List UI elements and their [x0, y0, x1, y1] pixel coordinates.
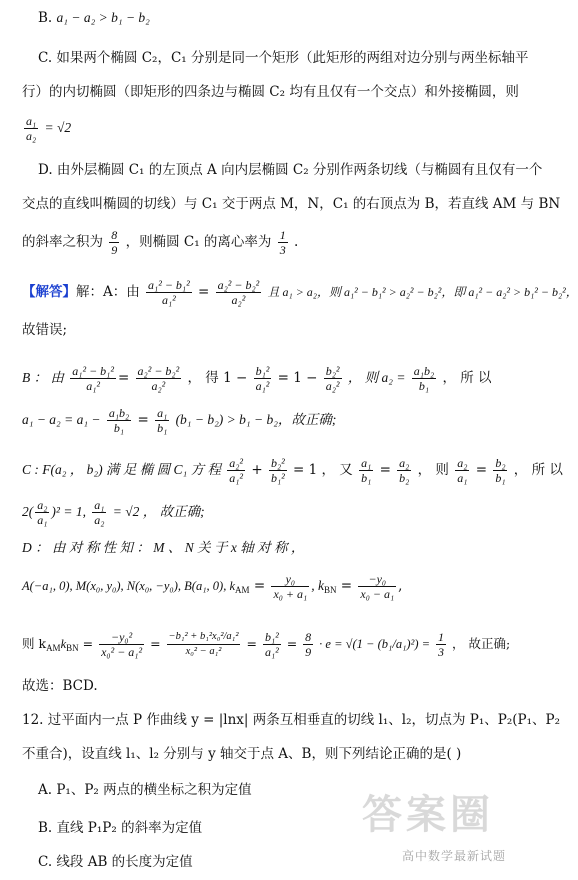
frac-num: b₁² — [264, 630, 279, 644]
subscript: BN — [323, 585, 337, 595]
text: ， 所 以 — [442, 370, 492, 386]
option-c-rhs: = √2 — [44, 120, 72, 135]
frac-num: a₂ — [399, 456, 410, 470]
frac-den: a₂² — [231, 293, 246, 307]
fraction — [303, 630, 313, 659]
watermark-caption: 高中数学最新试题 — [401, 849, 506, 863]
text: = — [82, 636, 94, 651]
frac-num: 8 — [111, 228, 118, 242]
frac-den: a₁² — [264, 645, 279, 659]
frac-num: a₁ — [157, 406, 168, 420]
fraction — [136, 364, 182, 393]
text: = 1 − — [277, 370, 318, 386]
frac-den: 9 — [305, 645, 312, 659]
text: (b₁ − b₂) > b₁ − b₂，故正确; — [175, 412, 337, 427]
option-b — [38, 8, 516, 28]
fraction — [167, 630, 241, 659]
solution-b: B ： 由 $\frac{\text{a₁² − b₁²}}{\text{a₁²}}$ = $\frac{\text{a₂² − b₂²}}{\text{a₂²}}$ ， 得 1 − $\frac{\text{b₁²}}{\text{a₁²}}$ = 1 − $\frac{\text{b₂²}}{\text{a₂²}}$ ， 则 a₂ = $\frac{\text{a₁b₂}}{\text{b₁}}$ ， 所 以 — [22, 364, 492, 393]
frac-den: a₁² — [255, 379, 270, 393]
frac-den: x₀ + a₁ — [273, 587, 308, 601]
text: ， 所 以 — [513, 462, 563, 478]
frac-num: a₁² − b₁² — [72, 364, 114, 378]
fraction — [324, 364, 342, 393]
fraction — [99, 630, 144, 659]
fraction — [227, 456, 245, 485]
frac-num: y₀ — [271, 572, 309, 587]
watermark — [352, 782, 522, 874]
option-d-line3 — [22, 228, 516, 257]
text: 2( — [22, 504, 34, 519]
solution-d-line3 — [22, 630, 516, 659]
text: = — [286, 636, 298, 651]
frac-den: 3 — [279, 243, 286, 257]
fraction — [146, 278, 192, 307]
frac-den: b₁ — [113, 421, 125, 435]
frac-num: −b₁² + b₁²x₀²/a₁² — [167, 630, 241, 645]
fraction — [493, 456, 507, 485]
text: C : F(a₂ ， b₂) 满 足 椭 圆 C₁ 方 程 — [22, 462, 221, 477]
frac-num: b₁² — [255, 364, 270, 378]
frac-num: a₁b₂ — [413, 364, 435, 378]
text: ， 故正确; — [452, 636, 511, 651]
fraction — [397, 456, 411, 485]
text: + — [251, 462, 263, 478]
option-c-line1: C. 如果两个椭圆 C₂，C₁ 分别是同一个矩形（此矩形的两组对边分别与两坐标轴平 — [38, 50, 529, 66]
text: A(−a₁, 0), M(x₀, y₀), N(x₀, −y₀), B(a₁, 0), k — [22, 579, 236, 593]
solution-c — [22, 456, 563, 485]
frac-num: −y₀ — [358, 572, 396, 587]
frac-den: x₀² − a₁² — [185, 646, 222, 657]
text: = — [150, 636, 161, 651]
text: ，则椭圆 C₁ 的离心率为 — [125, 234, 272, 250]
question-12-option-c: C. 线段 AB 的长度为定值 — [38, 854, 193, 870]
frac-num: 1 — [279, 228, 286, 242]
frac-den: a₁² — [161, 293, 176, 307]
frac-num: a₁ — [26, 114, 37, 128]
subscript: BN — [66, 643, 79, 653]
frac-num: b₂² — [325, 364, 340, 378]
frac-den: a₁² — [229, 471, 244, 485]
frac-num: a₁b₂ — [108, 406, 130, 420]
text: 且 a₁ > a₂，则 a₁² − b₁² > a₂² − b₂²，即 a₁² − a₂² > b₁² − b₂²， — [267, 285, 578, 299]
frac-den: a₁ — [37, 513, 48, 527]
frac-den: a₁² — [86, 379, 100, 393]
fraction — [254, 364, 272, 393]
frac-den: b₂ — [399, 471, 410, 485]
fraction — [278, 228, 288, 257]
frac-den: a₁ — [457, 471, 468, 485]
option-d-line2: 交点的直线叫椭圆的切线）与 C₁ 交于两点 M，N，C₁ 的右顶点为 B，若直线 AM 与 BN — [22, 196, 561, 212]
solution-a-conclusion: 故错误; — [22, 322, 68, 338]
fraction — [269, 456, 287, 485]
fraction — [70, 364, 116, 393]
option-d-line1: D. 由外层椭圆 C₁ 的左顶点 A 向内层椭圆 C₂ 分别作两条切线（与椭圆有且仅有一个 — [38, 162, 543, 178]
text: = — [340, 578, 353, 594]
fraction — [109, 228, 119, 257]
solution-d-line2 — [22, 572, 516, 601]
solution-b-line2 — [22, 406, 516, 435]
text: 的斜率之积为 — [22, 234, 103, 250]
text: 解：A：由 — [76, 284, 140, 300]
fraction — [412, 364, 436, 393]
option-c-line2: 行）的内切椭圆（即矩形的四条边与椭圆 C₂ 均有且仅有一个交点）和外接椭圆，则 — [22, 84, 519, 100]
frac-den: x₀ − a₁ — [360, 587, 395, 601]
frac-num: a₂² — [229, 456, 244, 470]
text: = — [137, 412, 149, 428]
frac-den: a₂² — [151, 379, 166, 393]
option-b-label: B. — [38, 10, 53, 26]
question-12-line1: 12. 过平面内一点 P 作曲线 y = |lnx| 两条互相垂直的切线 l₁、l₂，切点为 P₁、P₂(P₁、P₂ — [22, 712, 561, 728]
frac-den: a₂ — [26, 129, 37, 143]
subscript: AM — [235, 585, 250, 595]
option-b-expr: a₁ − a₂ > b₁ − b₂ — [56, 10, 150, 25]
question-12-option-b: B. 直线 P₁P₂ 的斜率为定值 — [38, 820, 203, 836]
text: = — [253, 578, 266, 594]
subscript: AM — [46, 643, 61, 653]
option-c-fraction — [24, 114, 38, 143]
text: B ： 由 — [22, 370, 64, 385]
solution-answer: 故选：BCD. — [22, 678, 98, 694]
frac-den: b₁ — [361, 471, 372, 485]
solution-c-line2 — [22, 498, 516, 527]
question-12-option-a: A. P₁、P₂ 两点的横坐标之积为定值 — [38, 782, 252, 798]
frac-num: b₂² — [270, 456, 285, 470]
fraction — [92, 498, 106, 527]
text: a₁ − a₂ = a₁ − — [22, 412, 101, 427]
frac-num: 1 — [438, 630, 445, 644]
text: = — [379, 462, 391, 478]
frac-num: a₂² − b₂² — [217, 278, 260, 292]
fraction — [271, 572, 309, 601]
text: k — [60, 637, 67, 651]
frac-den: b₁ — [157, 421, 168, 435]
text: , k — [311, 578, 324, 593]
frac-den: a₂ — [94, 513, 105, 527]
text: ， 则 — [417, 462, 449, 478]
text: , — [398, 578, 403, 594]
fraction — [358, 572, 396, 601]
text: ， 则 a₂ = — [347, 370, 406, 385]
frac-den: a₂² — [325, 379, 340, 393]
solution-d-line1: D ： 由 对 称 性 知 ： M 、 N 关 于 x 轴 对 称 ， — [22, 540, 305, 555]
text: = 1 ， 又 — [293, 462, 353, 478]
frac-den: b₁ — [418, 379, 430, 393]
option-c-formula — [22, 114, 516, 143]
solution-tag: 【解答】 — [22, 284, 76, 300]
frac-num: a₁ — [361, 456, 372, 470]
frac-num: a₁ — [94, 498, 105, 512]
text: = — [246, 636, 257, 651]
fraction — [455, 456, 469, 485]
frac-num: a₂ — [457, 456, 468, 470]
fraction — [107, 406, 131, 435]
fraction — [216, 278, 262, 307]
text: )² = 1, — [51, 504, 86, 519]
text: = — [197, 284, 210, 300]
fraction — [359, 456, 373, 485]
fraction — [155, 406, 169, 435]
frac-num: 8 — [305, 630, 312, 644]
frac-num: −y₀² — [99, 630, 144, 645]
text: = — [475, 462, 488, 478]
solution-a — [22, 278, 578, 307]
text: · e = √(1 − (b₁/a₁)²) = — [319, 637, 431, 651]
fraction — [35, 498, 49, 527]
frac-num: b₂ — [495, 456, 506, 470]
frac-den: x₀² − a₁² — [101, 645, 143, 659]
text: ， 得 1 − — [187, 370, 248, 386]
frac-num: a₂² − b₂² — [137, 364, 180, 378]
frac-den: 3 — [438, 645, 445, 659]
fraction — [263, 630, 281, 659]
frac-den: b₁ — [495, 471, 506, 485]
text: . — [294, 234, 299, 250]
watermark-logo: 答案圈 — [362, 792, 494, 838]
frac-num: a₂ — [37, 498, 48, 512]
text: 则 k — [22, 636, 47, 651]
question-12-line2: 不重合)，设直线 l₁、l₂ 分别与 y 轴交于点 A、B，则下列结论正确的是( ) — [22, 746, 462, 762]
frac-den: b₁² — [270, 471, 285, 485]
fraction — [436, 630, 446, 659]
frac-den: 9 — [111, 243, 118, 257]
frac-num: a₁² − b₁² — [148, 278, 190, 292]
text: = √2 ， 故正确; — [112, 504, 205, 519]
